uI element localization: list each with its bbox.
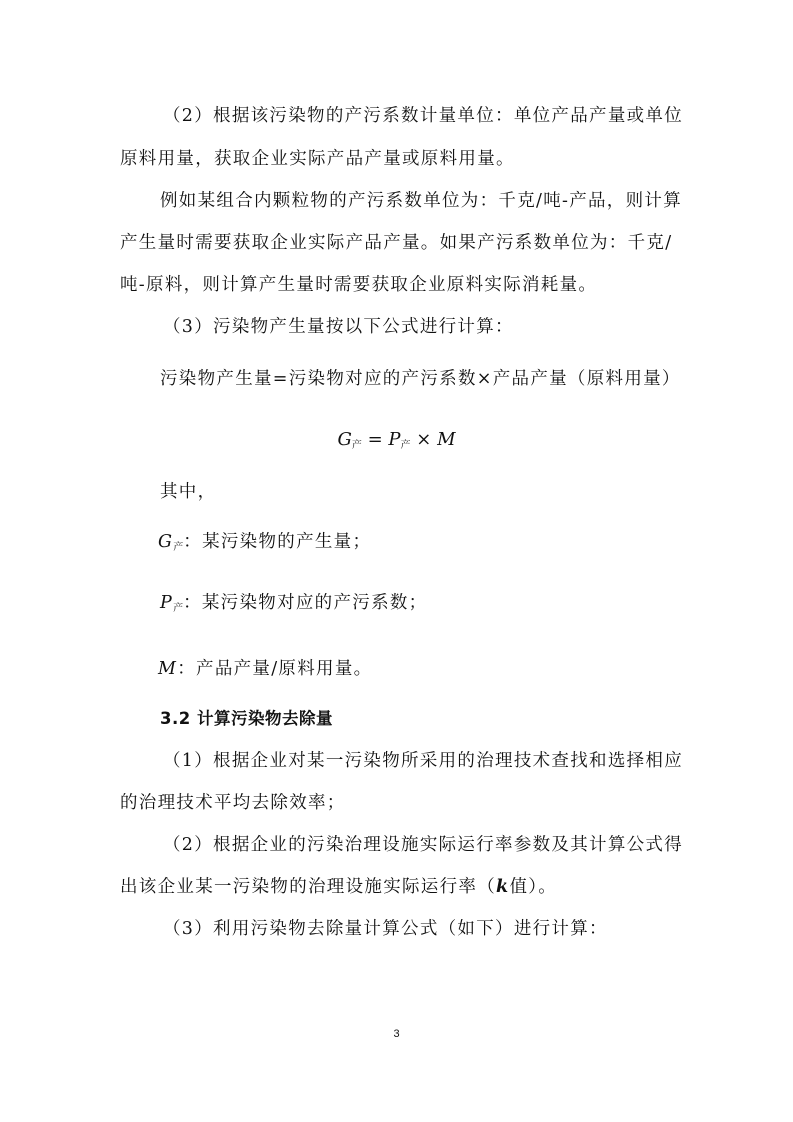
formula-p: P [388,429,401,450]
formula-description: 污染物产生量=污染物对应的产污系数×产品产量（原料用量） [160,369,681,389]
formula-m: M [437,429,456,450]
formula-times: × [410,429,438,450]
paragraph-line: （1）根据企业对某一污染物所采用的治理技术查找和选择相应 [163,751,684,771]
paragraph-line: （2）根据企业的污染治理设施实际运行率参数及其计算公式得 [163,835,684,855]
formula-g-sub: 产 [351,440,362,451]
paragraph-line: 产生量时需要获取企业实际产品产量。如果产污系数单位为：千克/ [120,233,673,253]
def-p-symbol: P [160,593,174,613]
def-m-text: ：产品产量/原料用量。 [177,659,373,679]
definitions-intro: 其中， [160,482,217,502]
def-p-text: ：某污染物对应的产污系数； [183,593,428,613]
formula-g: G [337,429,352,450]
definition-g [158,530,371,560]
paragraph-line: （3）污染物产生量按以下公式进行计算： [163,317,514,337]
k-symbol: k [496,877,510,897]
paragraph-line: 原料用量，获取企业实际产品产量或原料用量。 [120,149,515,169]
def-g-sub: 产 [173,542,184,553]
paragraph-line: 例如某组合内颗粒物的产污系数单位为：千克/吨-产品，则计算 [160,191,683,211]
formula [0,428,793,458]
formula-equals: = [361,429,389,450]
paragraph-line: （3）利用污染物去除量计算公式（如下）进行计算： [163,919,608,939]
def-m-symbol: M [158,659,178,679]
paragraph-line: 的治理技术平均去除效率； [120,793,346,813]
formula-p-sub: 产 [400,440,411,451]
s2-text-a: 出该企业某一污染物的治理设施实际运行率（ [120,877,496,897]
def-p-sub: 产 [173,603,184,614]
definition-p [160,591,427,621]
def-g-symbol: G [158,532,174,552]
definition-m [158,657,372,681]
def-g-text: ：某污染物的产生量； [183,532,372,552]
paragraph-line: 吨-原料，则计算产生量时需要获取企业原料实际消耗量。 [120,275,598,295]
section-heading: 3.2 计算污染物去除量 [160,709,333,728]
paragraph-line: （2）根据该污染物的产污系数计量单位：单位产品产量或单位 [163,106,684,126]
s2-text-b: 值）。 [509,877,558,897]
page-number: 3 [393,1028,400,1040]
paragraph-line [120,875,557,899]
